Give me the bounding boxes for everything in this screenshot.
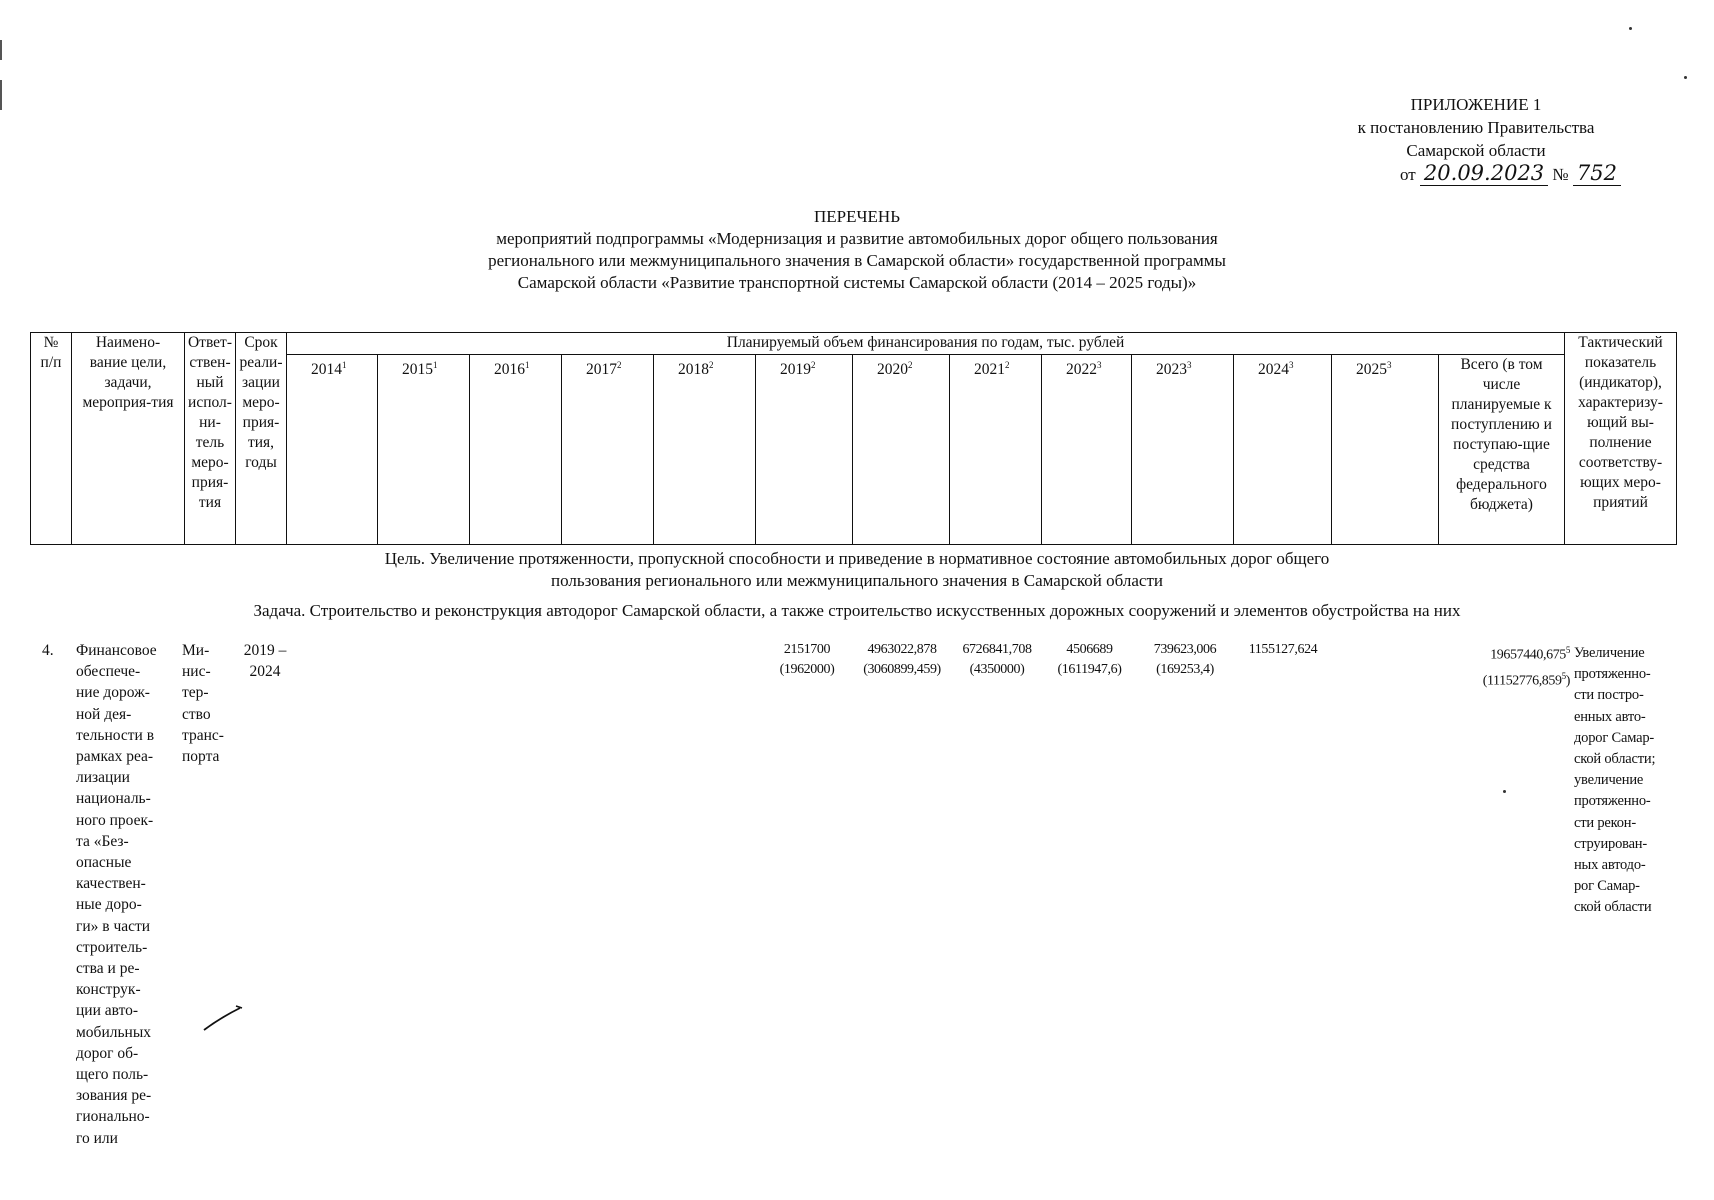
header-year-2019: 2019$^2$ [756, 355, 853, 545]
header-year-2022: 2022$^3$ [1042, 355, 1132, 545]
header-year-2014: 2014$^1$ [287, 355, 378, 545]
header-col-number: № п/п [31, 333, 72, 545]
row-name-line: щего поль- [76, 1066, 149, 1084]
row-name-line: ние дорож- [76, 684, 150, 702]
row-indicator-line: дорог Самар- [1574, 729, 1654, 746]
header-year-2020: 2020$^2$ [853, 355, 950, 545]
row-indicator-line: сти рекон- [1574, 814, 1636, 831]
row-number: 4. [42, 642, 54, 659]
row-name-line: ства и ре- [76, 960, 140, 978]
row-name-line: националь- [76, 790, 151, 808]
appendix-title: ПРИЛОЖЕНИЕ 1 [1410, 95, 1542, 114]
row-name-line: конструк- [76, 981, 141, 999]
row-name-line: гионально- [76, 1108, 150, 1126]
row-name-line: ной дея- [76, 705, 132, 723]
number-prefix: № [1552, 165, 1569, 184]
row-name-line: ции авто- [76, 1002, 139, 1020]
date-prefix: от [1399, 165, 1416, 184]
header-year-2024: 2024$^3$ [1234, 355, 1332, 545]
document-subtitle-line: Самарской области «Развитие транспортной системы Самарской области (2014 – 2025 годы)» [517, 273, 1197, 292]
row-indicator-line: Увеличение [1574, 645, 1645, 661]
row-indicator-line: ской области [1574, 899, 1652, 916]
row-term [236, 640, 294, 682]
header-year-2015: 2015$^1$ [378, 355, 470, 545]
header-year-2021: 2021$^2$ [950, 355, 1042, 545]
row-name-line: обеспече- [76, 663, 141, 681]
row-name-line: строитель- [76, 938, 148, 956]
appendix-line1: к постановлению Правительства [1357, 118, 1595, 137]
row-name-line: ного проек- [76, 811, 154, 829]
scan-dot [1684, 76, 1687, 79]
scan-dot [1503, 790, 1506, 793]
header-year-2025: 2025$^3$ [1332, 355, 1439, 545]
header-col-term: Срок реали-зации меро-прия-тия, годы [236, 333, 287, 545]
row-indicator-line: увеличение [1574, 772, 1644, 789]
row-name-line: ные доро- [76, 896, 142, 914]
header-financing-title: Планируемый объем финансирования по годам, тыс. рублей [287, 333, 1565, 355]
row-term-line: 2024 [249, 663, 281, 681]
header-year-2017: 2017$^2$ [562, 355, 654, 545]
header-year-2016: 2016$^1$ [470, 355, 562, 545]
row-responsible-line: Ми- [182, 642, 210, 659]
header-year-2023: 2023$^3$ [1132, 355, 1234, 545]
row-name-line: качествен- [76, 875, 146, 893]
financing-header-table [30, 332, 1677, 545]
row-responsible-line: тер- [182, 684, 209, 702]
row-responsible-line: ство [182, 705, 211, 723]
row-value-2021: 6726841,708 (4350000) [962, 642, 1032, 677]
goal-line: пользования регионального или межмуниципального значения в Самарской области [551, 571, 1163, 590]
scan-dot [1629, 27, 1632, 30]
task-text: Задача. Строительство и реконструкция автодорог Самарской области, а также строительство искусственных дорожных сооружений и элементов обустройства на них [253, 601, 1461, 620]
row-responsible-line: нис- [182, 663, 211, 681]
row-name-line: го или [76, 1129, 118, 1147]
row-responsible-line: транс- [182, 726, 224, 744]
row-value-2022: 4506689 (1611947,6) [1057, 642, 1122, 677]
document-title-block [0, 206, 1714, 294]
row-value-2019: 2151700 (1962000) [779, 642, 835, 677]
goal-text [0, 548, 1714, 592]
row-indicator [1574, 643, 1692, 919]
document-subtitle-line: регионального или межмуниципального значения в Самарской области» государственной программы [488, 251, 1226, 270]
row-name-line: Финансовое [76, 642, 157, 659]
header-col-indicator: Тактический показатель (индикатор), характеризу-ющий вы-полнение соответству-ющих меро-приятий [1565, 333, 1677, 545]
row-name-line: тельности в [76, 726, 155, 744]
row-responsible-line: порта [182, 748, 220, 766]
row-indicator-line: ных автодо- [1574, 857, 1646, 874]
appendix-block [1331, 93, 1621, 186]
row-responsible [182, 640, 236, 767]
row-name-line: мобильных [76, 1023, 152, 1041]
row-name [76, 640, 176, 1149]
header-col-responsible: Ответ-ствен-ный испол-ни-тель меро-прия-тия [185, 333, 236, 545]
header-year-2018: 2018$^2$ [654, 355, 756, 545]
handwritten-number: 752 [1573, 161, 1621, 186]
row-name-line: дорог об- [76, 1044, 139, 1062]
row-term-line: 2019 – [243, 642, 287, 659]
scan-edge-mark [0, 40, 2, 60]
row-name-line: зования ре- [76, 1087, 152, 1105]
appendix-date-line [1331, 162, 1621, 186]
row-indicator-line: струирован- [1574, 835, 1647, 852]
header-col-name: Наимено-вание цели, задачи, мероприя-тия [72, 333, 185, 545]
row-name-line: ги» в части [76, 917, 151, 935]
goal-line: Цель. Увеличение протяженности, пропускной способности и приведение в нормативное состояние автомобильных дорог общего [384, 549, 1330, 568]
header-col-total: Всего (в том числе планируемые к поступлению и поступаю-щие средства федерального бюджета) [1439, 355, 1565, 545]
document-subtitle-line: мероприятий подпрограммы «Модернизация и развитие автомобильных дорог общего пользования [496, 229, 1218, 248]
row-total: 19657440,675$^5$ (11152776,859$^5$) [1482, 645, 1570, 689]
row-name-line: рамках реа- [76, 748, 154, 766]
row-name-line: та «Без- [76, 832, 129, 850]
row-indicator-line: сти постро- [1574, 687, 1644, 704]
row-value-2020: 4963022,878 (3060899,459) [863, 642, 941, 677]
appendix-line2: Самарской области [1406, 141, 1546, 160]
row-name-line: опасные [76, 854, 132, 872]
row-indicator-line: рог Самар- [1574, 878, 1640, 895]
row-indicator-line: енных авто- [1574, 708, 1646, 725]
row-value-2023: 739623,006 (169253,4) [1153, 642, 1217, 677]
pen-stroke [200, 1000, 245, 1035]
row-indicator-line: протяженно- [1574, 793, 1651, 810]
row-indicator-line: ской области; [1574, 751, 1656, 768]
document-title: ПЕРЕЧЕНЬ [814, 207, 900, 226]
row-value-2024: 1155127,624 [1248, 642, 1318, 657]
scan-edge-mark [0, 80, 2, 110]
row-name-line: лизации [76, 769, 130, 787]
handwritten-date: 20.09.2023 [1420, 161, 1548, 186]
row-indicator-line: протяженно- [1574, 666, 1651, 683]
